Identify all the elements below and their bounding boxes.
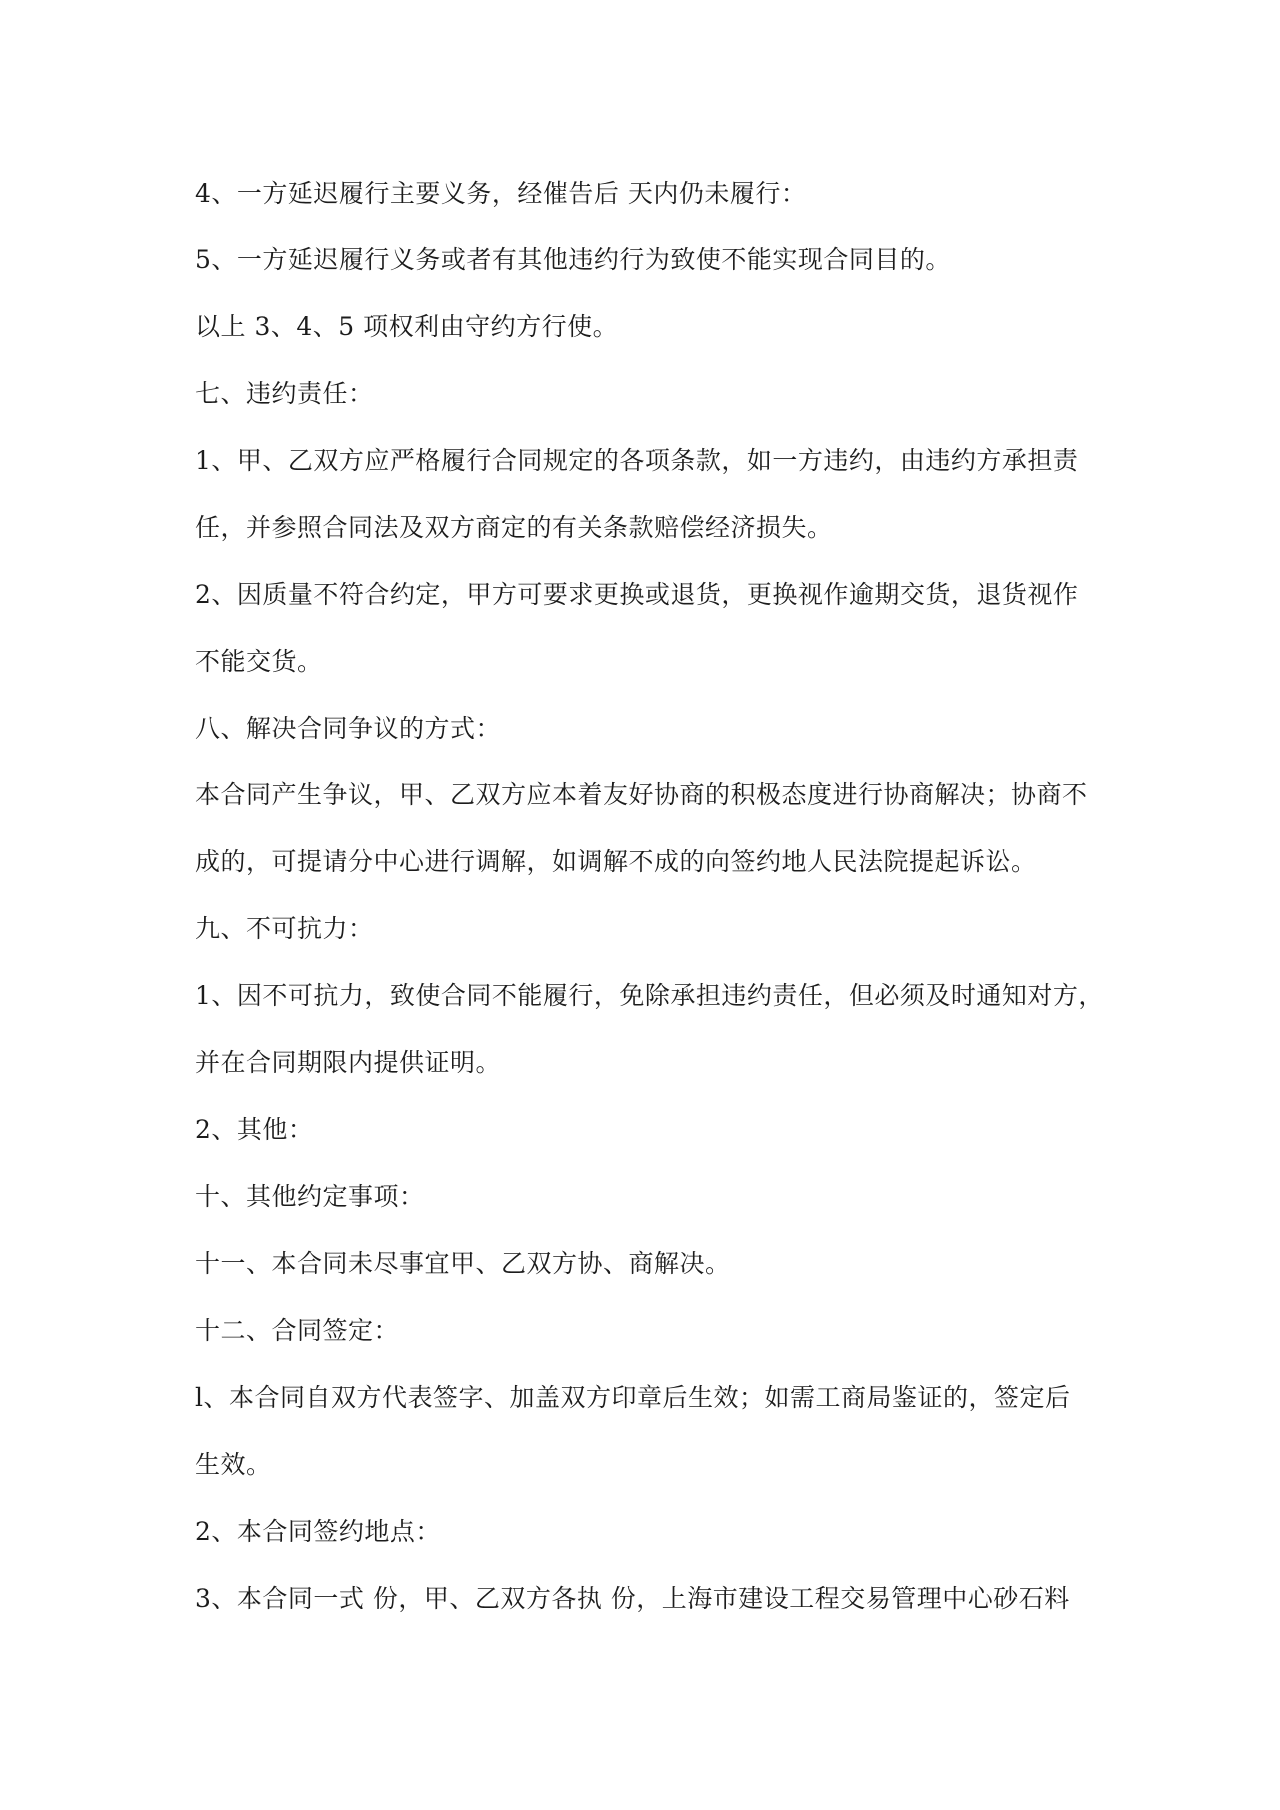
text-line: 5、一方延迟履行义务或者有其他违约行为致使不能实现合同目的。 <box>195 245 951 274</box>
text-line: 并在合同期限内提供证明。 <box>195 1048 502 1077</box>
text-line: 2、其他： <box>195 1115 314 1144</box>
section-heading: 七、违约责任： <box>195 379 374 408</box>
text-line: 以上 3、4、5 项权利由守约方行使。 <box>195 312 619 341</box>
text-line: l、本合同自双方代表签字、加盖双方印章后生效；如需工商局鉴证的，签定后 <box>195 1383 1071 1412</box>
text-line: 本合同产生争议，甲、乙双方应本着友好协商的积极态度进行协商解决；协商不 <box>195 780 1088 809</box>
text-line: 4、一方延迟履行主要义务，经催告后 天内仍未履行： <box>195 179 807 208</box>
section-heading: 十二、合同签定： <box>195 1316 400 1345</box>
text-line: 2、本合同签约地点： <box>195 1517 441 1546</box>
text-line: 生效。 <box>195 1450 272 1479</box>
text-line: 成的，可提请分中心进行调解，如调解不成的向签约地人民法院提起诉讼。 <box>195 847 1037 876</box>
text-line: 1、甲、乙双方应严格履行合同规定的各项条款，如一方违约，由违约方承担责 <box>195 446 1079 475</box>
text-line: 不能交货。 <box>195 647 323 676</box>
section-heading: 十一、本合同未尽事宜甲、乙双方协、商解决。 <box>195 1249 731 1278</box>
section-heading: 八、解决合同争议的方式： <box>195 714 502 743</box>
text-line: 任，并参照合同法及双方商定的有关条款赔偿经济损失。 <box>195 513 833 542</box>
text-line: 2、因质量不符合约定，甲方可要求更换或退货，更换视作逾期交货，退货视作 <box>195 580 1079 609</box>
section-heading: 九、不可抗力： <box>195 914 374 943</box>
section-heading: 十、其他约定事项： <box>195 1182 425 1211</box>
text-line: 3、本合同一式 份，甲、乙双方各执 份，上海市建设工程交易管理中心砂石料 <box>195 1584 1070 1613</box>
text-line: 1、因不可抗力，致使合同不能履行，免除承担违约责任，但必须及时通知对方， <box>195 981 1104 1010</box>
